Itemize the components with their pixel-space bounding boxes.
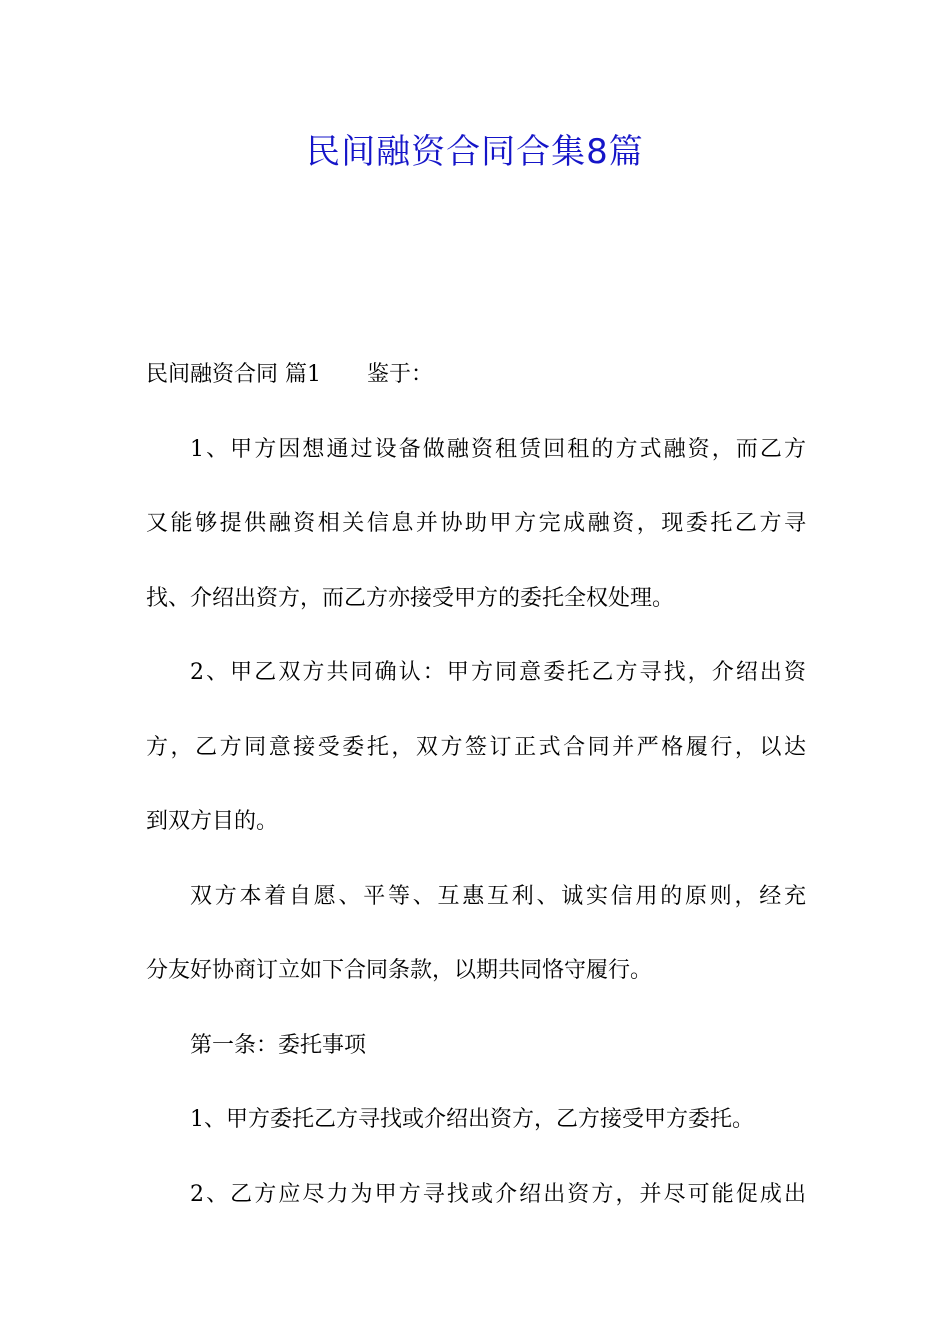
paragraph-line: 又能够提供融资相关信息并协助甲方完成融资，现委托乙方寻 bbox=[146, 511, 806, 536]
paragraph-line: 2、乙方应尽力为甲方寻找或介绍出资方，并尽可能促成出 bbox=[190, 1181, 806, 1207]
paragraph-line: 分友好协商订立如下合同条款，以期共同恪守履行。 bbox=[146, 958, 653, 983]
paragraph-line: 双方本着自愿、平等、互惠互利、诚实信用的原则，经充 bbox=[190, 883, 806, 909]
paragraph-line: 找、介绍出资方，而乙方亦接受甲方的委托全权处理。 bbox=[146, 585, 675, 611]
document-title: 民间融资合同合集8篇 bbox=[306, 132, 644, 172]
section-heading-line bbox=[146, 338, 806, 413]
section-lead: 鉴于： bbox=[367, 362, 434, 387]
document-body bbox=[146, 338, 806, 1232]
paragraph-line: 1、甲方因想通过设备做融资租赁回租的方式融资，而乙方 bbox=[190, 436, 806, 462]
article-heading: 第一条：委托事项 bbox=[190, 1032, 367, 1058]
paragraph-line: 1、甲方委托乙方寻找或介绍出资方，乙方接受甲方委托。 bbox=[190, 1107, 754, 1132]
paragraph-line: 到双方目的。 bbox=[146, 809, 279, 834]
paragraph-line: 方，乙方同意接受委托，双方签订正式合同并严格履行，以达 bbox=[146, 734, 806, 760]
paragraph-line: 2、甲乙双方共同确认：甲方同意委托乙方寻找，介绍出资 bbox=[190, 660, 806, 685]
section-heading: 民间融资合同 篇1 bbox=[146, 362, 321, 387]
